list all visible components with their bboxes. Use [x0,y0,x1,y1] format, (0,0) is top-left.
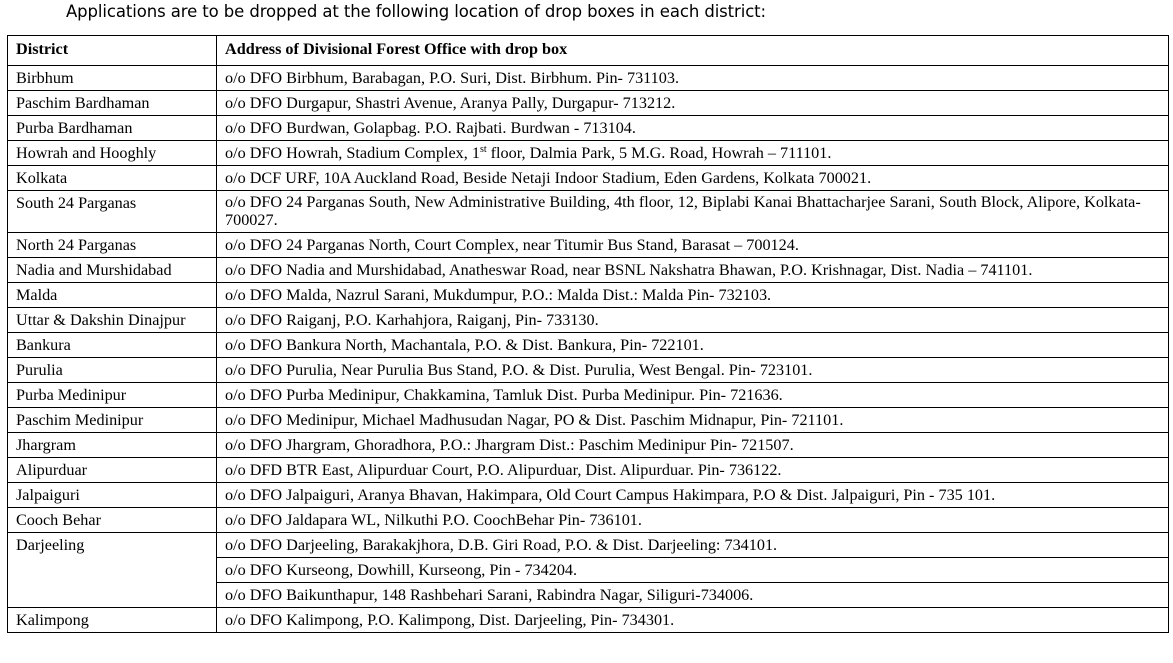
table-row [8,533,1169,558]
table-row [8,141,1169,166]
table-row [8,433,1169,458]
table-row [8,508,1169,533]
drop-box-table [7,35,1169,633]
address-cell: o/o DFO Bankura North, Machantala, P.O. & Dist. Bankura, Pin- 722101. [217,333,1169,358]
table-row [8,66,1169,91]
address-cell: o/o DFO Baikunthapur, 148 Rashbehari Sarani, Rabindra Nagar, Siliguri-734006. [217,583,1169,608]
address-cell: o/o DFO Kurseong, Dowhill, Kurseong, Pin - 734204. [217,558,1169,583]
address-cell: o/o DFO Durgapur, Shastri Avenue, Aranya Pally, Durgapur- 713212. [217,91,1169,116]
address-cell: o/o DFO Purba Medinipur, Chakkamina, Tamluk Dist. Purba Medinipur. Pin- 721636. [217,383,1169,408]
address-cell: o/o DFO Malda, Nazrul Sarani, Mukdumpur, P.O.: Malda Dist.: Malda Pin- 732103. [217,283,1169,308]
district-cell: Cooch Behar [8,508,217,533]
district-cell: Kolkata [8,166,217,191]
address-cell: o/o DFO Medinipur, Michael Madhusudan Nagar, PO & Dist. Paschim Midnapur, Pin- 721101. [217,408,1169,433]
district-cell: Birbhum [8,66,217,91]
address-cell: o/o DFO Jhargram, Ghoradhora, P.O.: Jhargram Dist.: Paschim Medinipur Pin- 721507. [217,433,1169,458]
intro-text: Applications are to be dropped at the following location of drop boxes in each district: [66,2,767,21]
district-cell: Purba Bardhaman [8,116,217,141]
table-row [8,91,1169,116]
district-cell: Nadia and Murshidabad [8,258,217,283]
table-row [8,258,1169,283]
table-row [8,166,1169,191]
address-cell: o/o DFD BTR East, Alipurduar Court, P.O. Alipurduar, Dist. Alipurduar. Pin- 736122. [217,458,1169,483]
address-cell: o/o DFO Jaldapara WL, Nilkuthi P.O. CoochBehar Pin- 736101. [217,508,1169,533]
table-row [8,383,1169,408]
district-cell: Paschim Bardhaman [8,91,217,116]
district-cell: Kalimpong [8,608,217,633]
district-cell: Purulia [8,358,217,383]
address-cell: o/o DFO Raiganj, P.O. Karhahjora, Raiganj, Pin- 733130. [217,308,1169,333]
district-cell: Darjeeling [8,533,217,608]
table-row [8,408,1169,433]
table-row [8,608,1169,633]
table-row [8,191,1169,233]
address-cell: o/o DFO Nadia and Murshidabad, Anatheswar Road, near BSNL Nakshatra Bhawan, P.O. Krishnagar, Dist. Nadia – 741101. [217,258,1169,283]
district-cell: Jhargram [8,433,217,458]
table-row [8,116,1169,141]
district-cell: Howrah and Hooghly [8,141,217,166]
table-row [8,358,1169,383]
district-cell: Malda [8,283,217,308]
district-cell: Alipurduar [8,458,217,483]
district-cell: Jalpaiguri [8,483,217,508]
address-cell: o/o DFO 24 Parganas South, New Administrative Building, 4th floor, 12, Biplabi Kanai Bhattacharjee Sarani, South Block, Alipore, Kolkata-700027. [217,191,1169,233]
table-row [8,483,1169,508]
address-cell: o/o DCF URF, 10A Auckland Road, Beside Netaji Indoor Stadium, Eden Gardens, Kolkata 700021. [217,166,1169,191]
header-address: Address of Divisional Forest Office with drop box [217,36,1169,66]
address-cell: o/o DFO Howrah, Stadium Complex, 1st floor, Dalmia Park, 5 M.G. Road, Howrah – 711101. [217,141,1169,166]
district-cell: Purba Medinipur [8,383,217,408]
table-row [8,458,1169,483]
district-cell: South 24 Parganas [8,191,217,233]
table-row [8,233,1169,258]
district-cell: North 24 Parganas [8,233,217,258]
table-row [8,283,1169,308]
table-header-row [8,36,1169,66]
address-cell: o/o DFO Burdwan, Golapbag. P.O. Rajbati. Burdwan - 713104. [217,116,1169,141]
address-cell: o/o DFO 24 Parganas North, Court Complex, near Titumir Bus Stand, Barasat – 700124. [217,233,1169,258]
address-cell: o/o DFO Darjeeling, Barakakjhora, D.B. Giri Road, P.O. & Dist. Darjeeling: 734101. [217,533,1169,558]
table-row [8,333,1169,358]
address-cell: o/o DFO Jalpaiguri, Aranya Bhavan, Hakimpara, Old Court Campus Hakimpara, P.O & Dist. Jalpaiguri, Pin - 735 101. [217,483,1169,508]
address-cell: o/o DFO Birbhum, Barabagan, P.O. Suri, Dist. Birbhum. Pin- 731103. [217,66,1169,91]
district-cell: Paschim Medinipur [8,408,217,433]
header-district: District [8,36,217,66]
district-cell: Uttar & Dakshin Dinajpur [8,308,217,333]
address-cell: o/o DFO Kalimpong, P.O. Kalimpong, Dist. Darjeeling, Pin- 734301. [217,608,1169,633]
table-row [8,308,1169,333]
district-cell: Bankura [8,333,217,358]
address-cell: o/o DFO Purulia, Near Purulia Bus Stand, P.O. & Dist. Purulia, West Bengal. Pin- 723101. [217,358,1169,383]
table-body [8,66,1169,633]
